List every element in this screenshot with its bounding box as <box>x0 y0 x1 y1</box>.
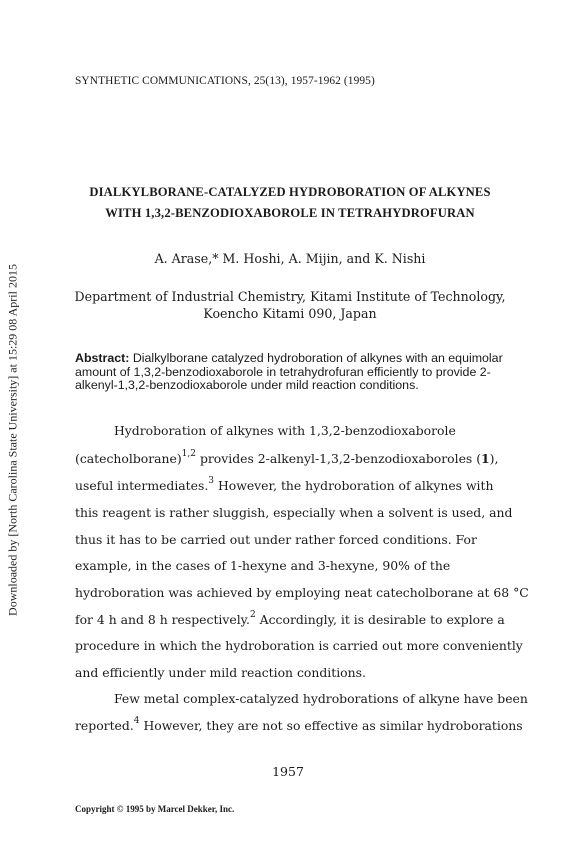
body-line-11: Few metal complex-catalyzed hydroborations of alkyne have been <box>114 691 528 706</box>
download-note-sidebar <box>0 0 26 864</box>
abstract <box>75 352 515 393</box>
citation-ref: 1,2 <box>181 449 196 459</box>
body-text: Accordingly, it is desirable to explore a <box>255 612 505 627</box>
abstract-text: Dialkylborane catalyzed hydroboration of alkynes with an equimolar amount of 1,3,2-benzodioxaborole in tetrahydrofuran efficiently to provide 2-alkenyl-1,3,2-benzodioxaborole under mild reaction conditions. <box>75 351 503 393</box>
page-number: 1957 <box>272 764 304 779</box>
abstract-label: Abstract: <box>75 351 130 365</box>
compound-number: 1 <box>481 451 490 466</box>
body-text: However, they are not so effective as similar hydroborations <box>139 718 523 733</box>
download-note: Downloaded by [North Carolina State University] at 15:29 08 April 2015 <box>5 264 20 616</box>
body-text: However, the hydroboration of alkynes with <box>214 478 494 493</box>
body-line-2 <box>75 451 498 466</box>
affiliation-line-1: Department of Industrial Chemistry, Kitami Institute of Technology, <box>74 289 506 304</box>
body-line-4: this reagent is rather sluggish, especially when a solvent is used, and <box>75 505 513 520</box>
body-text: provides 2-alkenyl-1,3,2-benzodioxaboroles ( <box>196 451 482 466</box>
affiliation-line-2: Koencho Kitami 090, Japan <box>203 306 377 321</box>
body-line-5: thus it has to be carried out under rather forced conditions. For <box>75 532 477 547</box>
body-line-1: Hydroboration of alkynes with 1,3,2-benzodioxaborole <box>114 423 456 438</box>
body-text: useful intermediates. <box>75 478 209 493</box>
journal-header: SYNTHETIC COMMUNICATIONS, 25(13), 1957-1962 (1995) <box>75 75 375 87</box>
article-title-line-1: DIALKYLBORANE-CATALYZED HYDROBORATION OF ALKYNES <box>89 185 491 199</box>
body-line-10: and efficiently under mild reaction conditions. <box>75 665 366 680</box>
body-line-6: example, in the cases of 1-hexyne and 3-hexyne, 90% of the <box>75 558 451 573</box>
body-text: for 4 h and 8 h respectively. <box>75 612 250 627</box>
copyright-notice: Copyright © 1995 by Marcel Dekker, Inc. <box>75 804 235 814</box>
body-text: (catecholborane) <box>75 451 182 466</box>
body-line-8 <box>75 612 505 627</box>
article-title-line-2: WITH 1,3,2-BENZODIOXABOROLE IN TETRAHYDROFURAN <box>105 206 475 220</box>
body-line-3 <box>75 478 493 493</box>
citation-ref: 4 <box>133 716 140 726</box>
body-text: reported. <box>75 718 134 733</box>
authors: A. Arase,* M. Hoshi, A. Mijin, and K. Nishi <box>154 251 426 266</box>
citation-ref: 2 <box>249 610 256 620</box>
body-text: ), <box>489 451 499 466</box>
body-line-7: hydroboration was achieved by employing neat catecholborane at 68 °C <box>75 585 529 600</box>
body-line-12 <box>75 718 523 733</box>
citation-ref: 3 <box>208 476 215 486</box>
body-line-9: procedure in which the hydroboration is carried out more conveniently <box>75 638 523 653</box>
